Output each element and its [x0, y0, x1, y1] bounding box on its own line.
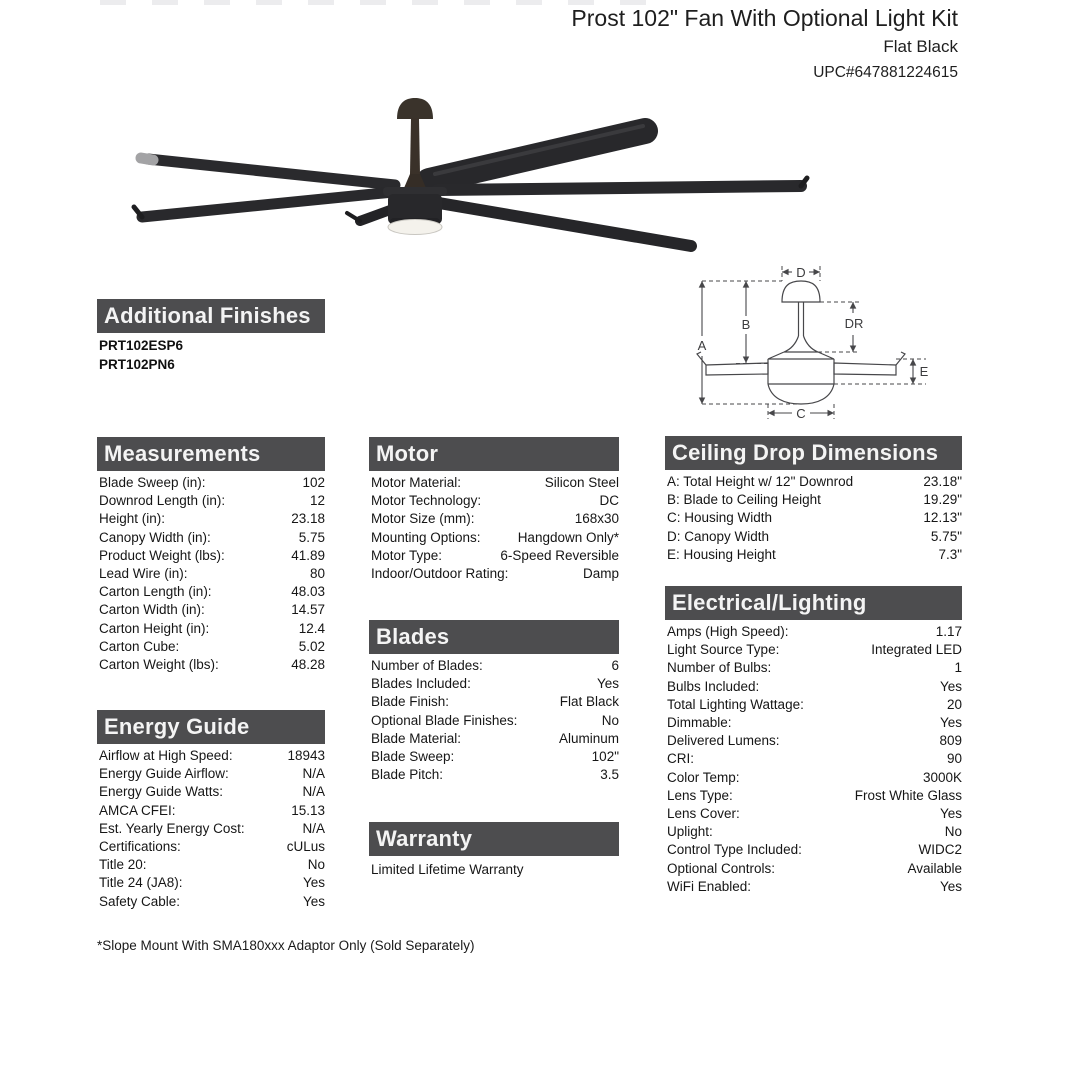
section-header-measurements: [97, 437, 325, 471]
spec-row: [97, 620, 325, 638]
section-additional-finishes: [97, 299, 325, 374]
page-title: Prost 102" Fan With Optional Light Kit: [571, 5, 958, 31]
section-header-label: Warranty: [376, 826, 473, 851]
spec-value: cULus: [286, 839, 325, 855]
spec-row: [665, 805, 962, 823]
title-block: [571, 4, 958, 83]
spec-row: [97, 893, 325, 911]
spec-label: Delivered Lumens:: [667, 733, 780, 749]
spec-row: [369, 730, 619, 748]
spec-value: 5.75: [298, 529, 325, 545]
spec-value: 48.28: [291, 657, 325, 673]
slope-mount-footnote: *Slope Mount With SMA180xxx Adaptor Only (Sold Separately): [97, 938, 475, 953]
spec-value: Flat Black: [559, 694, 619, 710]
spec-row: [369, 675, 619, 693]
section-header-label: Additional Finishes: [104, 303, 311, 328]
section-header-label: Measurements: [104, 441, 261, 466]
spec-value: 102": [591, 749, 619, 765]
section-header-label: Electrical/Lighting: [672, 590, 867, 615]
spec-label: Title 24 (JA8):: [99, 875, 183, 891]
spec-label: Canopy Width (in):: [99, 529, 211, 545]
spec-label: Motor Technology:: [371, 493, 482, 509]
spec-label: Motor Material:: [371, 475, 462, 490]
spec-row: [665, 769, 962, 787]
spec-label: Color Temp:: [667, 769, 740, 785]
spec-value: 14.57: [291, 602, 325, 618]
upc-code: UPC#647881224615: [813, 64, 958, 81]
dim-label-a: A: [697, 338, 707, 353]
motor-rows: [369, 471, 619, 583]
fan-blades-group: [134, 126, 807, 246]
dim-label-dr: DR: [844, 316, 864, 331]
spec-row: [665, 678, 962, 696]
section-header-blades: [369, 620, 619, 654]
spec-row: [665, 732, 962, 750]
spec-label: Product Weight (lbs):: [99, 547, 225, 563]
spec-label: E: Housing Height: [667, 546, 776, 562]
spec-value: Yes: [596, 676, 619, 692]
spec-row: [369, 529, 619, 547]
spec-label: Downrod Length (in):: [99, 493, 226, 509]
spec-label: Carton Width (in):: [99, 602, 205, 618]
section-header-label: Ceiling Drop Dimensions: [672, 440, 939, 465]
spec-value: Integrated LED: [871, 642, 962, 658]
spec-label: Carton Cube:: [99, 638, 180, 654]
spec-value: No: [307, 857, 325, 873]
spec-row: [665, 841, 962, 859]
spec-row: [369, 657, 619, 675]
spec-label: D: Canopy Width: [667, 528, 770, 544]
spec-value: 23.18: [291, 511, 325, 527]
spec-label: Blade Sweep (in):: [99, 475, 206, 490]
spec-label: C: Housing Width: [667, 510, 773, 526]
dim-label-b: B: [741, 317, 751, 332]
spec-value: 1: [954, 660, 962, 676]
spec-value: 20: [946, 696, 962, 712]
spec-row: [369, 565, 619, 583]
spec-value: 41.89: [291, 547, 325, 563]
spec-value: 168x30: [574, 511, 619, 527]
spec-label: Title 20:: [99, 857, 147, 873]
section-header-label: Motor: [376, 441, 439, 466]
warranty-text: Limited Lifetime Warranty: [371, 862, 524, 877]
spec-value: 809: [939, 733, 962, 749]
spec-label: Lens Cover:: [667, 806, 740, 822]
spec-label: Control Type Included:: [667, 842, 802, 858]
spec-label: Optional Controls:: [667, 860, 776, 876]
spec-value: Yes: [302, 875, 325, 891]
spec-value: 3000K: [922, 769, 962, 785]
spec-row: [665, 528, 962, 546]
spec-row: [665, 623, 962, 641]
spec-label: Carton Height (in):: [99, 620, 210, 636]
spec-row: [665, 491, 962, 509]
spec-row: [665, 473, 962, 491]
section-header-warranty: [369, 822, 619, 856]
spec-label: Blade Pitch:: [371, 767, 444, 783]
finish-item: PRT102ESP6: [99, 338, 184, 353]
spec-row: [665, 546, 962, 564]
spec-value: 6: [611, 658, 619, 673]
spec-value: 3.5: [600, 767, 619, 783]
spec-label: Light Source Type:: [667, 642, 780, 658]
spec-value: 1.17: [935, 624, 962, 639]
section-blades: [369, 620, 619, 784]
dim-label-e: E: [919, 364, 929, 379]
spec-value: No: [944, 824, 962, 840]
spec-row: [665, 860, 962, 878]
spec-row: [97, 638, 325, 656]
spec-value: Yes: [939, 878, 962, 894]
spec-value: 12.4: [298, 620, 325, 636]
spec-label: Total Lighting Wattage:: [667, 696, 804, 712]
spec-value: 48.03: [291, 584, 325, 600]
spec-label: Energy Guide Airflow:: [99, 766, 229, 782]
section-header-energy-guide: [97, 710, 325, 744]
spec-value: Yes: [939, 678, 962, 694]
spec-value: N/A: [302, 784, 325, 800]
spec-row: [97, 874, 325, 892]
spec-row: [97, 856, 325, 874]
spec-label: Optional Blade Finishes:: [371, 712, 518, 728]
spec-row: [369, 693, 619, 711]
section-measurements: [97, 437, 325, 674]
section-warranty: [369, 822, 619, 879]
spec-row: [369, 547, 619, 565]
spec-row: [665, 659, 962, 677]
spec-value: WIDC2: [918, 842, 962, 858]
spec-label: Number of Blades:: [371, 658, 483, 673]
spec-value: 15.13: [291, 802, 325, 818]
spec-label: WiFi Enabled:: [667, 878, 752, 894]
spec-label: Indoor/Outdoor Rating:: [371, 566, 509, 582]
ceiling-drop-rows: [665, 470, 962, 564]
spec-value: Frost White Glass: [854, 787, 962, 803]
spec-value: 6-Speed Reversible: [500, 547, 619, 563]
spec-row: [97, 583, 325, 601]
spec-label: Safety Cable:: [99, 893, 181, 909]
spec-row: [665, 787, 962, 805]
spec-row: [665, 878, 962, 896]
spec-value: 7.3": [938, 546, 962, 562]
spec-label: Lens Type:: [667, 787, 733, 803]
spec-row: [665, 714, 962, 732]
spec-value: 90: [946, 751, 962, 767]
spec-row: [369, 492, 619, 510]
energy-guide-rows: [97, 744, 325, 911]
spec-value: 23.18": [923, 474, 962, 489]
dim-label-c: C: [796, 406, 806, 421]
blades-rows: [369, 654, 619, 784]
section-header-electrical-lighting: [665, 586, 962, 620]
dim-label-d: D: [796, 265, 806, 280]
spec-row: [97, 492, 325, 510]
spec-row: [97, 656, 325, 674]
spec-row: [369, 748, 619, 766]
spec-value: Available: [907, 860, 962, 876]
spec-row: [665, 750, 962, 768]
spec-label: Energy Guide Watts:: [99, 784, 224, 800]
spec-label: Height (in):: [99, 511, 166, 527]
spec-value: Yes: [302, 893, 325, 909]
spec-row: [665, 509, 962, 527]
spec-label: Blade Material:: [371, 730, 462, 746]
spec-value: Hangdown Only*: [517, 529, 619, 545]
finish-name: Flat Black: [883, 37, 958, 56]
spec-value: 5.75": [930, 528, 962, 544]
spec-value: 12: [309, 493, 325, 509]
measurements-rows: [97, 471, 325, 674]
spec-value: 12.13": [923, 510, 962, 526]
spec-row: [97, 747, 325, 765]
spec-label: B: Blade to Ceiling Height: [667, 492, 821, 508]
spec-row: [369, 712, 619, 730]
spec-label: Est. Yearly Energy Cost:: [99, 820, 245, 836]
spec-label: A: Total Height w/ 12" Downrod: [667, 474, 854, 489]
spec-label: Bulbs Included:: [667, 678, 760, 694]
section-energy-guide: [97, 710, 325, 911]
spec-label: Mounting Options:: [371, 529, 481, 545]
finish-list: [97, 333, 325, 374]
section-header-additional-finishes: [97, 299, 325, 333]
section-motor: [369, 437, 619, 583]
spec-label: Number of Bulbs:: [667, 660, 772, 676]
section-header-label: Blades: [376, 624, 450, 649]
spec-row: [665, 696, 962, 714]
spec-label: AMCA CFEI:: [99, 802, 176, 818]
spec-label: Blade Sweep:: [371, 749, 455, 765]
spec-label: Motor Size (mm):: [371, 511, 475, 527]
spec-row: [97, 510, 325, 528]
spec-row: [97, 783, 325, 801]
spec-label: Dimmable:: [667, 715, 732, 731]
spec-row: [97, 838, 325, 856]
spec-row: [369, 766, 619, 784]
spec-value: DC: [599, 493, 619, 509]
spec-label: Uplight:: [667, 824, 713, 840]
ceiling-drop-diagram: [688, 256, 966, 426]
spec-row: [97, 547, 325, 565]
spec-row: [369, 474, 619, 492]
electrical-rows: [665, 620, 962, 896]
spec-row: [97, 565, 325, 583]
spec-label: Certifications:: [99, 839, 181, 855]
spec-label: Carton Weight (lbs):: [99, 657, 219, 673]
section-header-motor: [369, 437, 619, 471]
section-header-label: Energy Guide: [104, 714, 250, 739]
spec-value: 18943: [287, 748, 325, 763]
spec-row: [665, 641, 962, 659]
spec-label: CRI:: [667, 751, 694, 767]
spec-value: Aluminum: [558, 730, 619, 746]
finish-item: PRT102PN6: [99, 357, 175, 372]
spec-row: [97, 529, 325, 547]
spec-row: [97, 820, 325, 838]
spec-value: No: [601, 712, 619, 728]
spec-row: [369, 510, 619, 528]
spec-value: N/A: [302, 820, 325, 836]
spec-label: Carton Length (in):: [99, 584, 212, 600]
section-electrical-lighting: [665, 586, 962, 896]
spec-value: Damp: [582, 566, 619, 582]
spec-row: [97, 474, 325, 492]
spec-value: Yes: [939, 806, 962, 822]
spec-row: [97, 765, 325, 783]
section-ceiling-drop: [665, 436, 962, 564]
spec-label: Blade Finish:: [371, 694, 450, 710]
spec-label: Airflow at High Speed:: [99, 748, 233, 763]
spec-label: Motor Type:: [371, 547, 443, 563]
fan-product-image: [115, 90, 815, 270]
spec-row: [97, 601, 325, 619]
spec-row: [97, 802, 325, 820]
spec-value: Silicon Steel: [544, 475, 619, 490]
spec-label: Lead Wire (in):: [99, 566, 188, 582]
spec-label: Amps (High Speed):: [667, 624, 789, 639]
spec-value: 102: [302, 475, 325, 490]
spec-value: 5.02: [298, 638, 325, 654]
spec-value: 80: [309, 566, 325, 582]
spec-value: 19.29": [923, 492, 962, 508]
spec-row: [665, 823, 962, 841]
section-header-ceiling-drop: [665, 436, 962, 470]
spec-value: Yes: [939, 715, 962, 731]
spec-label: Blades Included:: [371, 676, 471, 692]
spec-value: N/A: [302, 766, 325, 782]
